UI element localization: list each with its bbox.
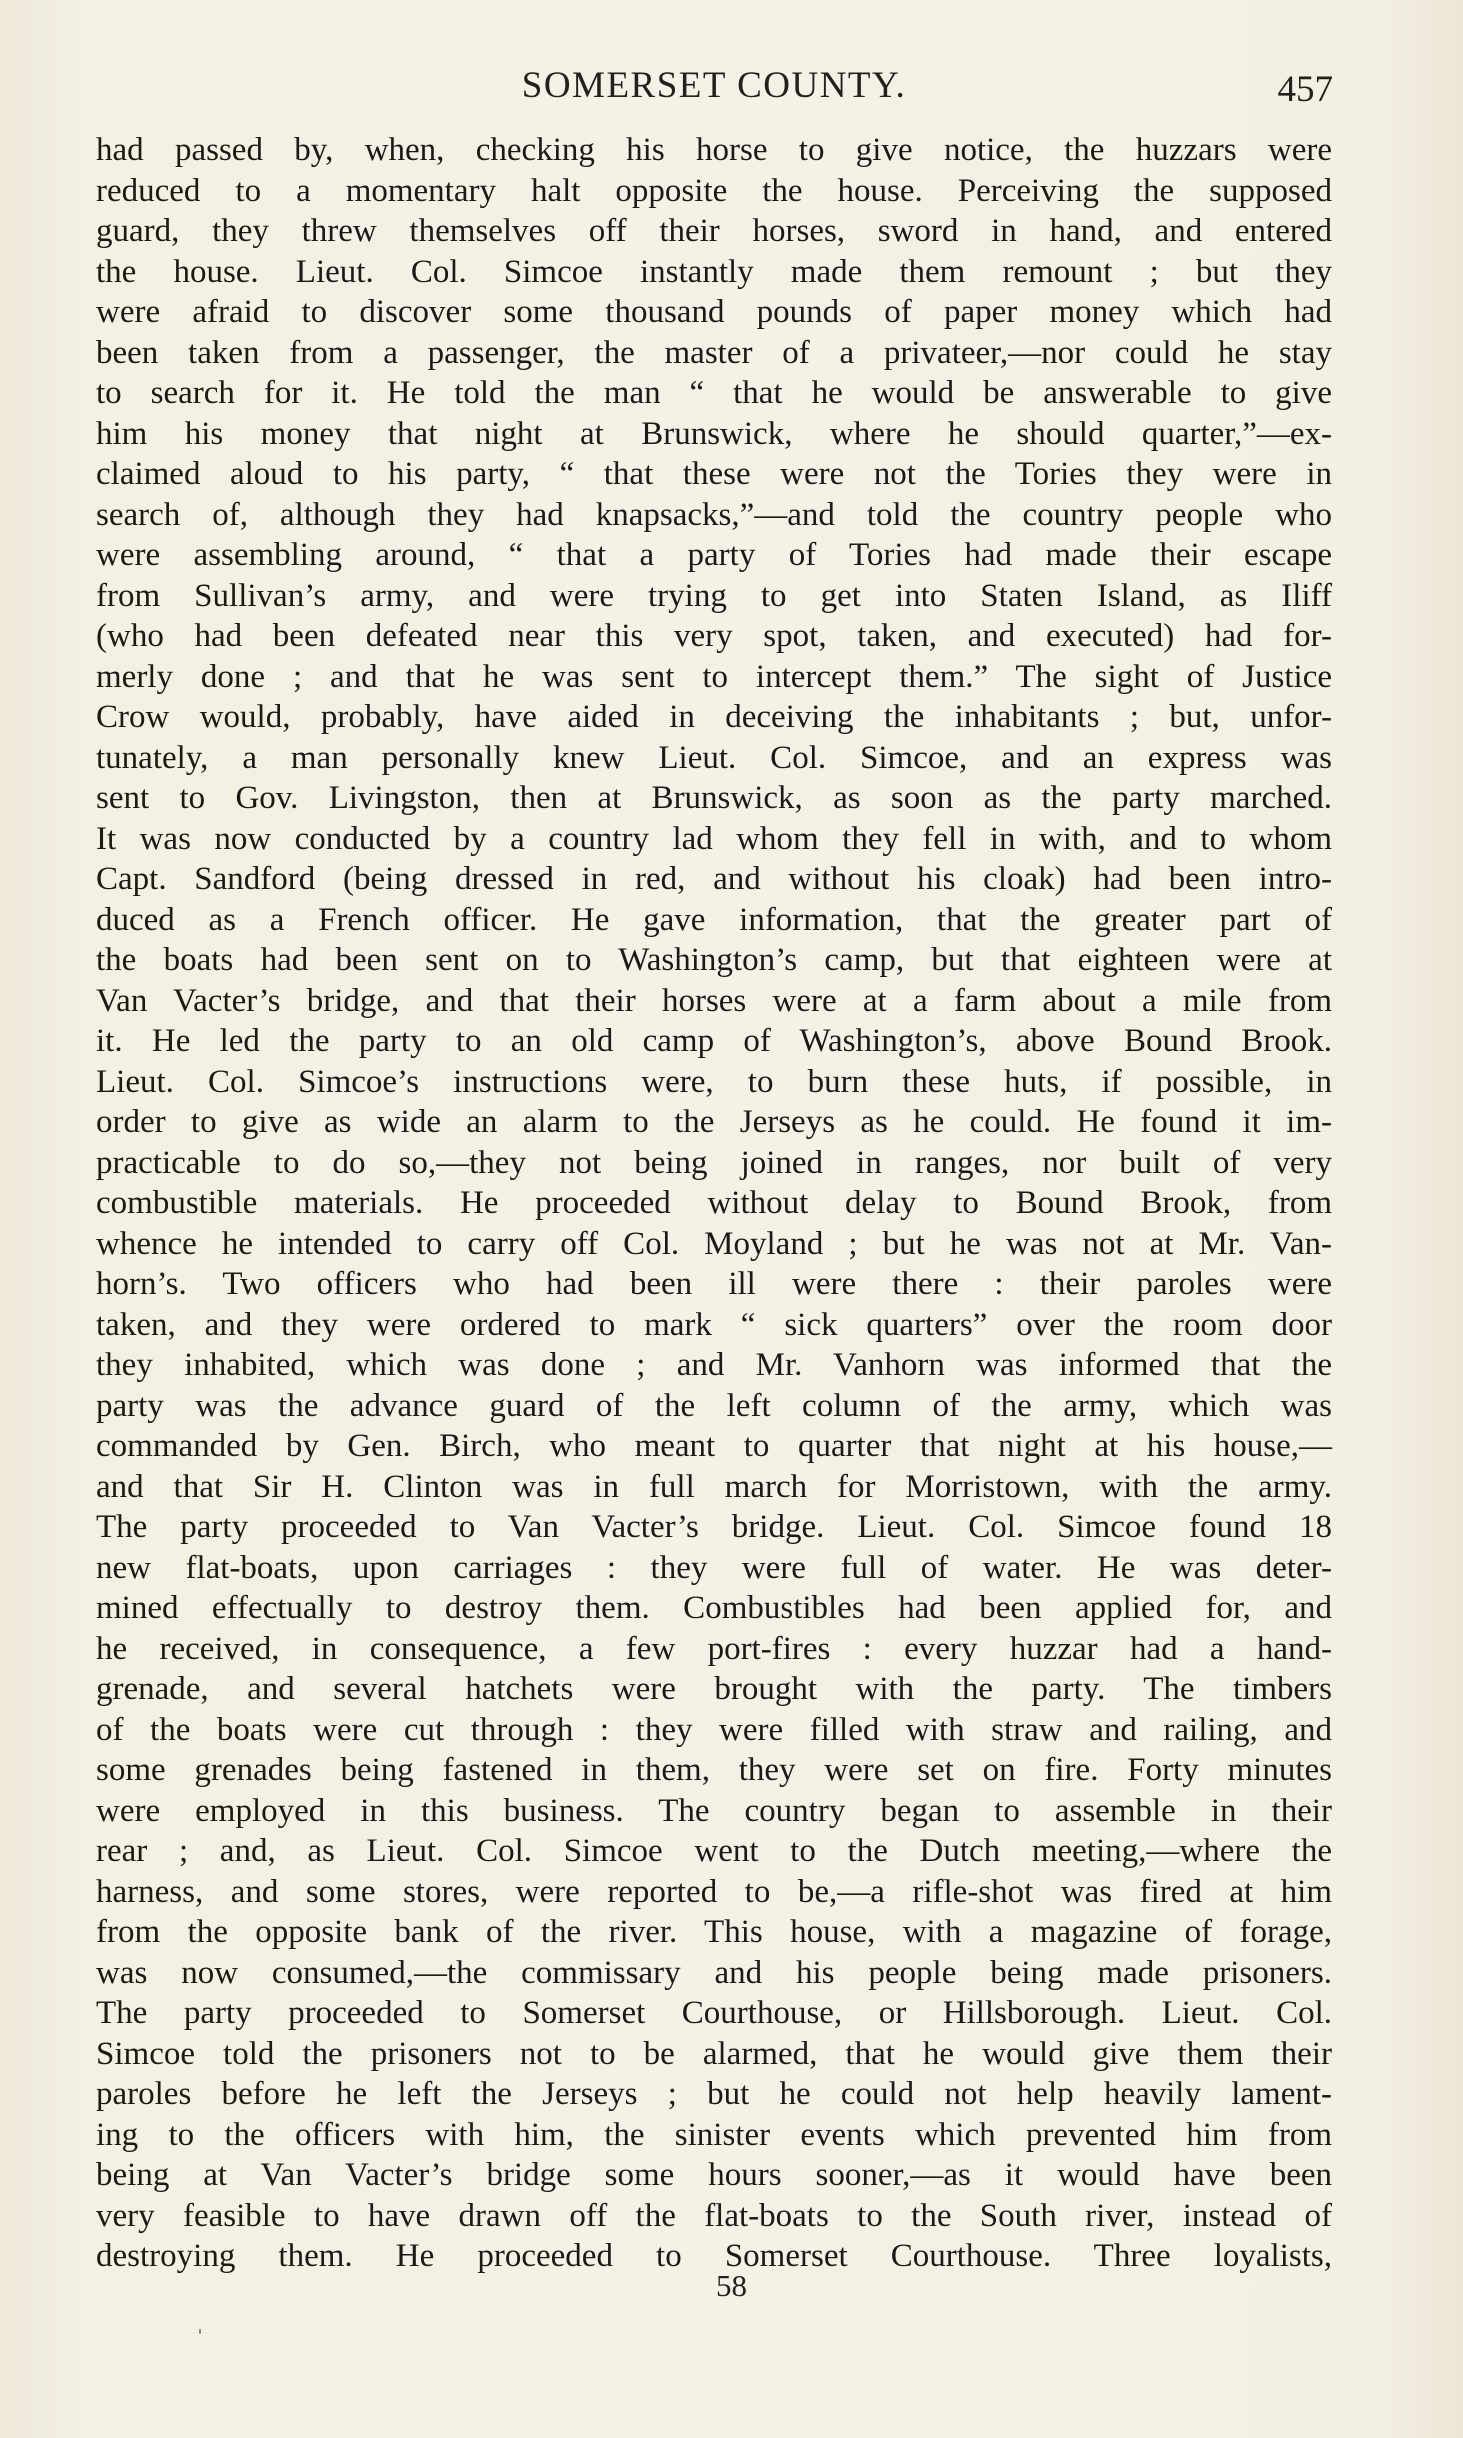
text-line: had passed by, when, checking his horse to give notice, the huzzars were xyxy=(96,132,1332,168)
text-line: from the opposite bank of the river. This house, with a magazine of forage, xyxy=(96,1914,1332,1950)
text-line: whence he intended to carry off Col. Moyland ; but he was not at Mr. Van- xyxy=(96,1225,1332,1262)
text-line: reduced to a momentary halt opposite the house. Perceiving the supposed xyxy=(96,172,1332,209)
text-line: the boats had been sent on to Washington’s camp, but that eighteen were at xyxy=(96,942,1332,978)
text-line: very feasible to have drawn off the flat-boats to the South river, instead of xyxy=(96,2197,1332,2234)
text-line: were afraid to discover some thousand pounds of paper money which had xyxy=(96,294,1332,330)
text-line: It was now conducted by a country lad whom they fell in with, and to whom xyxy=(96,820,1332,857)
text-line: mined effectually to destroy them. Combustibles had been applied for, and xyxy=(96,1590,1332,1626)
body-text xyxy=(96,130,1332,2277)
text-line: Crow would, probably, have aided in deceiving the inhabitants ; but, unfor- xyxy=(96,699,1332,735)
text-line: new flat-boats, upon carriages : they were full of water. He was deter- xyxy=(96,1549,1332,1586)
text-line: guard, they threw themselves off their horses, sword in hand, and entered xyxy=(96,213,1332,249)
signature-mark: 58 xyxy=(716,2268,747,2303)
text-line: merly done ; and that he was sent to intercept them.” The sight of Justice xyxy=(96,658,1332,695)
text-line: claimed aloud to his party, “ that these were not the Tories they were in xyxy=(96,456,1332,492)
text-line: some grenades being fastened in them, they were set on fire. Forty minutes xyxy=(96,1752,1332,1788)
text-line: ing to the officers with him, the sinister events which prevented him from xyxy=(96,2116,1332,2153)
text-line: The party proceeded to Van Vacter’s bridge. Lieut. Col. Simcoe found 18 xyxy=(96,1509,1332,1545)
text-line: Van Vacter’s bridge, and that their horses were at a farm about a mile from xyxy=(96,982,1332,1019)
text-line: duced as a French officer. He gave information, that the greater part of xyxy=(96,901,1332,938)
text-line: rear ; and, as Lieut. Col. Simcoe went to the Dutch meeting,—where the xyxy=(96,1833,1332,1869)
running-title: SOMERSET COUNTY. xyxy=(521,65,907,106)
text-line: Simcoe told the prisoners not to be alarmed, that he would give them their xyxy=(96,2035,1332,2072)
page-number: 457 xyxy=(1277,69,1333,110)
text-line: tunately, a man personally knew Lieut. Col. Simcoe, and an express was xyxy=(96,739,1332,776)
running-head xyxy=(96,58,1332,118)
text-line: from Sullivan’s army, and were trying to get into Staten Island, as Iliff xyxy=(96,577,1332,614)
text-line: harness, and some stores, were reported to be,—a rifle-shot was fired at him xyxy=(96,1873,1332,1910)
text-line: horn’s. Two officers who had been ill were there : their paroles were xyxy=(96,1266,1332,1302)
text-line: being at Van Vacter’s bridge some hours sooner,—as it would have been xyxy=(96,2157,1332,2193)
text-line: were employed in this business. The country began to assemble in their xyxy=(96,1792,1332,1829)
text-line: Capt. Sandford (being dressed in red, and without his cloak) had been intro- xyxy=(96,861,1332,897)
text-line: party was the advance guard of the left column of the army, which was xyxy=(96,1387,1332,1424)
text-line: combustible materials. He proceeded without delay to Bound Brook, from xyxy=(96,1185,1332,1221)
text-line: practicable to do so,—they not being joined in ranges, nor built of very xyxy=(96,1144,1332,1181)
paper-speck xyxy=(199,2329,201,2334)
text-line: taken, and they were ordered to mark “ sick quarters” over the room door xyxy=(96,1306,1332,1343)
text-line: grenade, and several hatchets were brought with the party. The timbers xyxy=(96,1671,1332,1707)
text-line: commanded by Gen. Birch, who meant to quarter that night at his house,— xyxy=(96,1428,1332,1464)
text-line: were assembling around, “ that a party of Tories had made their escape xyxy=(96,537,1332,573)
text-line: they inhabited, which was done ; and Mr. Vanhorn was informed that the xyxy=(96,1347,1332,1383)
text-line: Lieut. Col. Simcoe’s instructions were, to burn these huts, if possible, in xyxy=(96,1063,1332,1100)
text-line: him his money that night at Brunswick, where he should quarter,”—ex- xyxy=(96,415,1332,452)
text-line: the house. Lieut. Col. Simcoe instantly made them remount ; but they xyxy=(96,253,1332,290)
text-line: order to give as wide an alarm to the Jerseys as he could. He found it im- xyxy=(96,1104,1332,1140)
text-line: paroles before he left the Jerseys ; but he could not help heavily lament- xyxy=(96,2076,1332,2112)
text-line: search of, although they had knapsacks,”—and told the country people who xyxy=(96,496,1332,533)
text-line: destroying them. He proceeded to Somerset Courthouse. Three loyalists, xyxy=(96,2238,1332,2274)
text-line: of the boats were cut through : they were filled with straw and railing, and xyxy=(96,1711,1332,1748)
text-line: it. He led the party to an old camp of Washington’s, above Bound Brook. xyxy=(96,1023,1332,1059)
text-line: been taken from a passenger, the master of a privateer,—nor could he stay xyxy=(96,334,1332,371)
text-line: The party proceeded to Somerset Courthouse, or Hillsborough. Lieut. Col. xyxy=(96,1995,1332,2031)
text-line: (who had been defeated near this very spot, taken, and executed) had for- xyxy=(96,618,1332,654)
text-line: he received, in consequence, a few port-fires : every huzzar had a hand- xyxy=(96,1630,1332,1667)
text-line: was now consumed,—the commissary and his people being made prisoners. xyxy=(96,1954,1332,1991)
text-line: sent to Gov. Livingston, then at Brunswick, as soon as the party marched. xyxy=(96,780,1332,816)
text-line: and that Sir H. Clinton was in full march for Morristown, with the army. xyxy=(96,1468,1332,1505)
text-line: to search for it. He told the man “ that he would be answerable to give xyxy=(96,375,1332,411)
